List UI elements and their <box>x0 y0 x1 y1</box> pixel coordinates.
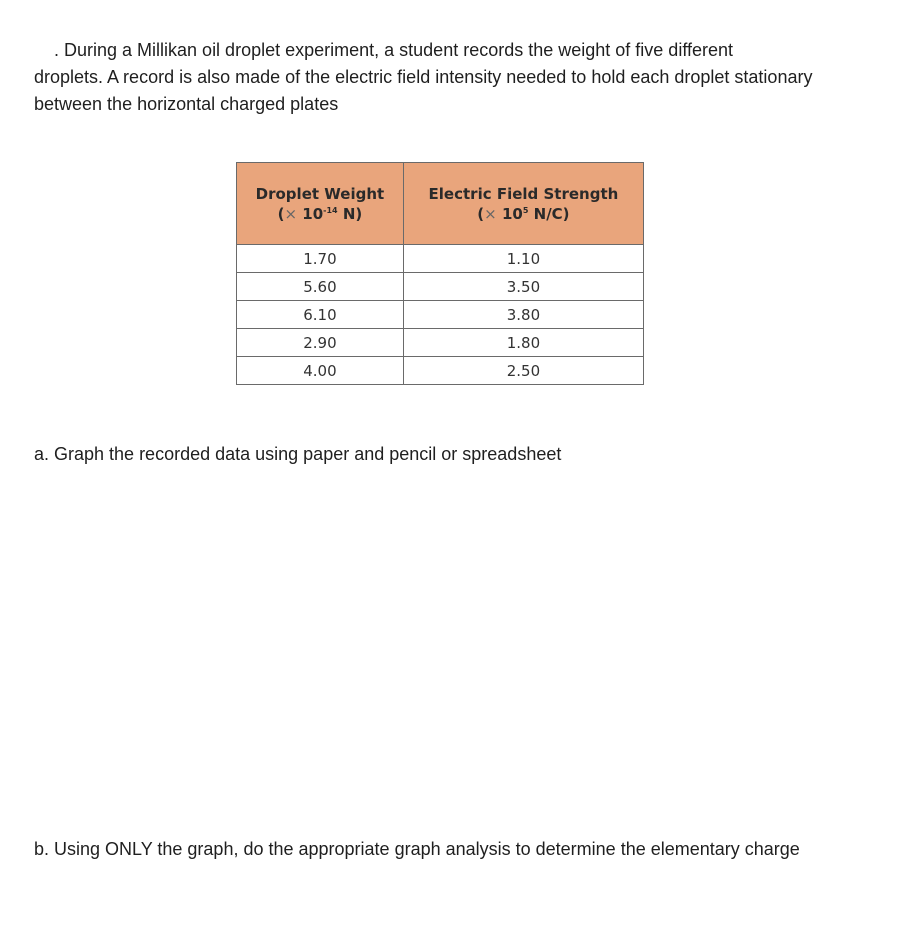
header-electric-field <box>403 163 643 245</box>
unit-suffix: N/C) <box>528 204 570 223</box>
table-row <box>237 357 644 385</box>
unit-exponent: -14 <box>323 205 338 215</box>
header-droplet-weight-label: Droplet Weight <box>255 184 385 203</box>
intro-lead: . During a Millikan oil droplet experiment, a student records the weight of five different <box>54 40 734 60</box>
cell-field: 1.10 <box>403 245 643 273</box>
cell-weight: 4.00 <box>237 357 404 385</box>
header-electric-field-unit <box>404 204 643 224</box>
data-table <box>236 162 644 385</box>
intro-rest: droplets. A record is also made of the electric field intensity needed to hold each droplet stationary between the horizontal charged plates <box>34 67 813 114</box>
table-row <box>237 273 644 301</box>
cell-field: 1.80 <box>403 329 643 357</box>
header-droplet-weight-unit <box>237 204 403 224</box>
unit-paren-open: ( <box>277 204 285 223</box>
cell-weight: 5.60 <box>237 273 404 301</box>
unit-paren-open: ( <box>477 204 485 223</box>
table-row <box>237 245 644 273</box>
unit-base: 10 <box>496 204 523 223</box>
cell-field: 2.50 <box>403 357 643 385</box>
cell-field: 3.80 <box>403 301 643 329</box>
header-droplet-weight <box>237 163 404 245</box>
cell-weight: 2.90 <box>237 329 404 357</box>
question-b: b. Using ONLY the graph, do the appropriate graph analysis to determine the elementary charge <box>34 839 800 859</box>
unit-base: 10 <box>297 204 324 223</box>
table-header-row <box>237 163 644 245</box>
table-row <box>237 301 644 329</box>
times-sign: × <box>284 204 298 223</box>
problem-intro <box>34 37 834 118</box>
table-row <box>237 329 644 357</box>
cell-weight: 6.10 <box>237 301 404 329</box>
times-sign: × <box>484 204 497 223</box>
cell-field: 3.50 <box>403 273 643 301</box>
question-a: a. Graph the recorded data using paper and pencil or spreadsheet <box>34 444 562 464</box>
header-electric-field-label: Electric Field Strength <box>428 184 619 203</box>
cell-weight: 1.70 <box>237 245 404 273</box>
unit-suffix: N) <box>337 204 363 223</box>
unit-exponent: 5 <box>522 205 529 215</box>
